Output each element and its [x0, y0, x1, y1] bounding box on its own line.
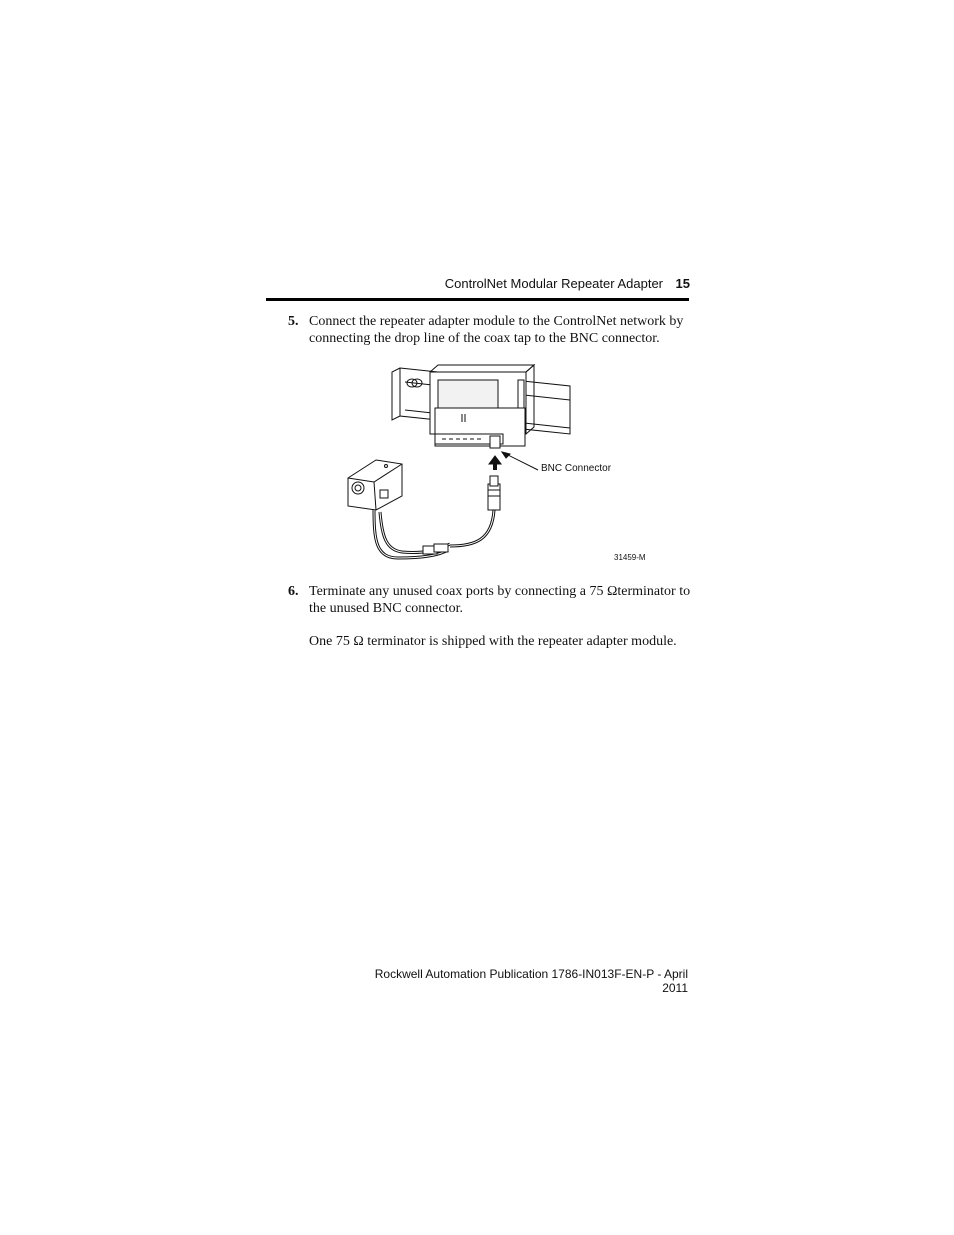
publication-footer: Rockwell Automation Publication 1786-IN013F-EN-P - April 2011: [374, 967, 688, 995]
header-title: ControlNet Modular Repeater Adapter: [444, 276, 663, 291]
step-number: 5.: [288, 314, 299, 329]
terminator-note: One 75 Ω terminator is shipped with the repeater adapter module.: [309, 634, 677, 649]
header-rule: [266, 298, 689, 301]
page-number: 15: [675, 276, 690, 291]
figure-id: 31459-M: [614, 553, 646, 562]
step-text: Terminate any unused coax ports by connecting a 75 Ωterminator to the unused BNC connector.: [309, 584, 691, 616]
bnc-connector-callout: BNC Connector: [541, 463, 612, 474]
step-text: Connect the repeater adapter module to the ControlNet network by connecting the drop line of the coax tap to the BNC connector.: [309, 314, 684, 346]
step-number: 6.: [288, 584, 299, 599]
